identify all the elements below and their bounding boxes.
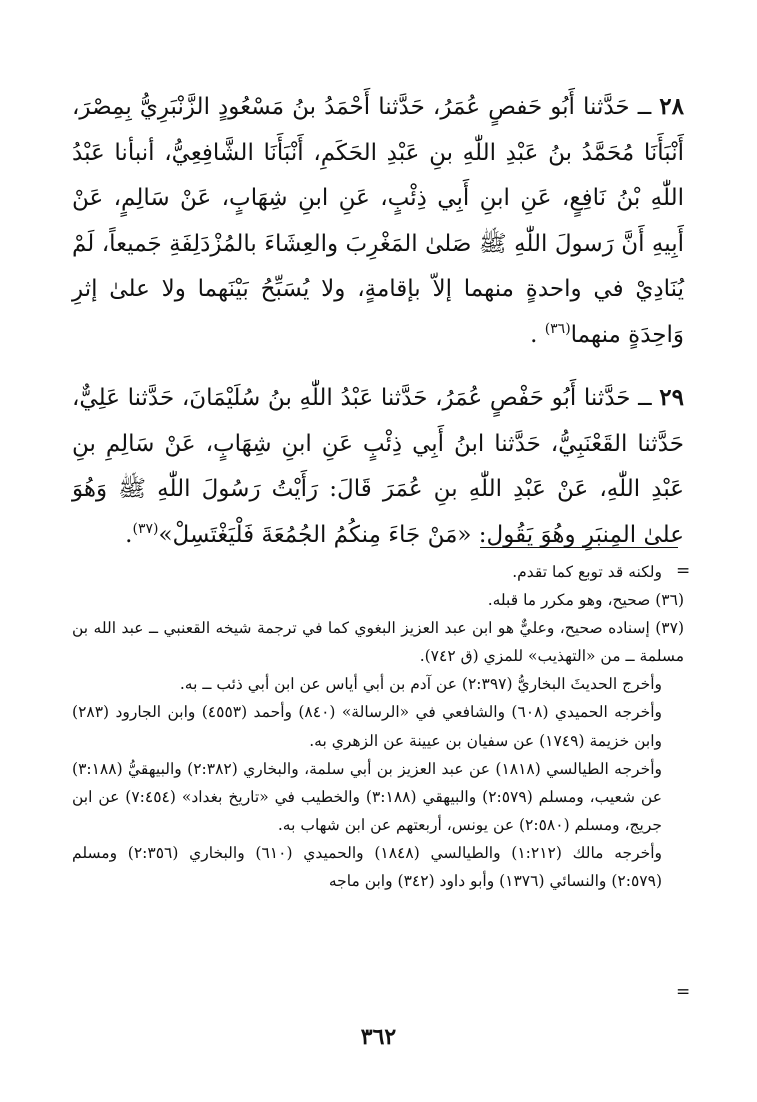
- footnote-reference: (٣٧): [132, 520, 159, 537]
- continuation-mark: =: [676, 561, 691, 581]
- continuation-mark-bottom: =: [676, 982, 691, 1002]
- hadith-dash: ــ: [638, 385, 652, 411]
- hadith-number: ٢٩: [659, 384, 684, 411]
- footnote-37-intro: (٣٧) إسناده صحيح، وعليٌّ هو ابن عبد العزيز البغوي كما في ترجمة شيخه القعنبي ــ عبد الله بن مسلمة ــ من «التهذيب» للمزي (ق ٧٤٢).: [72, 619, 684, 666]
- main-text-block: [72, 84, 684, 561]
- hadith-number: ٢٨: [659, 93, 684, 120]
- footnote-37-tayalisi: وأخرجه الطيالسي (١٨١٨) عن عبد العزيز بن أبي سلمة، والبخاري (٢:٣٨٢) والبيهقيُّ (٣:١٨٨) عن شعيب، ومسلم (٢:٥٧٩) والبيهقي (٣:١٨٨) والخطيب في «تاريخ بغداد» (٧:٤٥٤) عن ابن جريج، ومسلم (٢:٥٨٠) عن يونس، أربعتهم عن ابن شهاب به.: [72, 759, 662, 834]
- footnote-divider: [480, 547, 678, 548]
- hadith-end: .: [125, 521, 133, 548]
- footnote-continuation: ولكنه قد توبع كما تقدم.: [512, 563, 662, 581]
- hadith-29: [72, 375, 684, 561]
- footnote-reference: (٣٦): [544, 320, 571, 337]
- hadith-text: حَدَّثنا أَبُو حَفصٍ عُمَرُ، حَدَّثنا أَحْمَدُ بنُ مَسْعُودٍ الزَّنْبَرِيُّ بِمِصْرَ، أَنْبَأَنَا مُحَمَّدُ بنُ عَبْدِ اللّٰهِ بنِ عَبْدِ الحَكَمِ، أَنْبَأَنَا الشَّافِعِيُّ، أنبأنا عَبْدُ اللّٰهِ بْنُ نَافِعٍ، عَنِ ابنِ أَبِي ذِئْبٍ، عَنِ ابنِ شِهَابٍ، عَنْ سَالِمٍ، عَنْ أَبِيهِ أَنَّ رَسولَ اللّٰهِ ﷺ صَلىٰ المَغْرِبَ والعِشَاءَ بالمُزْدَلِفَةِ جَميعاً، لَمْ يُنَادِيْ في واحدةٍ منهما إلاّ بإقامةٍ، ولا يُسَبِّحُ بَيْنَهما ولا علىٰ إثرِ وَاحِدَةٍ منهما: [72, 94, 684, 348]
- hadith-text: حَدَّثنا أَبُو حَفْصٍ عُمَرُ، حَدَّثنا عَبْدُ اللّٰهِ بنُ سُلَيْمَانَ، حَدَّثنا عَلِيٌّ، حَدَّثنا القَعْنَبِيُّ، حَدَّثنا ابنُ أَبِي ذِئْبٍ عَنِ ابنِ شِهَابٍ، عَنْ سَالِمِ بنِ عَبْدِ اللّٰهِ، عَنْ عَبْدِ اللّٰهِ بنِ عُمَرَ قَالَ: رَأَيْتُ رَسُولَ اللّٰهِ ﷺ وَهُوَ علىٰ المِنبَرِ وهُوَ يَقُول: «مَنْ جَاءَ مِنكُمُ الجُمُعَةَ فَلْيَغْتَسِلْ»: [72, 385, 684, 548]
- footnote-37-malik: وأخرجه مالك (١:٢١٢) والطيالسي (١٨٤٨) والحميدي (٦١٠) والبخاري (٢:٣٥٦) ومسلم (٢:٥٧٩) والنسائي (١٣٧٦) وأبو داود (٣٤٢) وابن ماجه: [72, 843, 663, 891]
- hadith-28: [72, 84, 684, 361]
- footnote-36: (٣٦) صحيح، وهو مكرر ما قبله.: [487, 591, 684, 610]
- footnote-37-bukhari: وأخرج الحديثَ البخاريُّ (٢:٣٩٧) عن آدم بن أبي أياس عن ابن أبي ذئب ــ به.: [179, 675, 662, 694]
- hadith-dash: ــ: [637, 94, 652, 120]
- footnote-37-humaydi: وأخرجه الحميدي (٦٠٨) والشافعي في «الرسالة» (٨٤٠) وأحمد (٤٥٥٣) وابن الجارود (٢٨٣) وابن خزيمة (١٧٤٩) عن سفيان بن عيينة عن الزهري به.: [72, 703, 662, 750]
- footnotes-block: [72, 558, 684, 895]
- hadith-end: .: [530, 321, 538, 348]
- page-number: ٣٦٢: [360, 1024, 397, 1050]
